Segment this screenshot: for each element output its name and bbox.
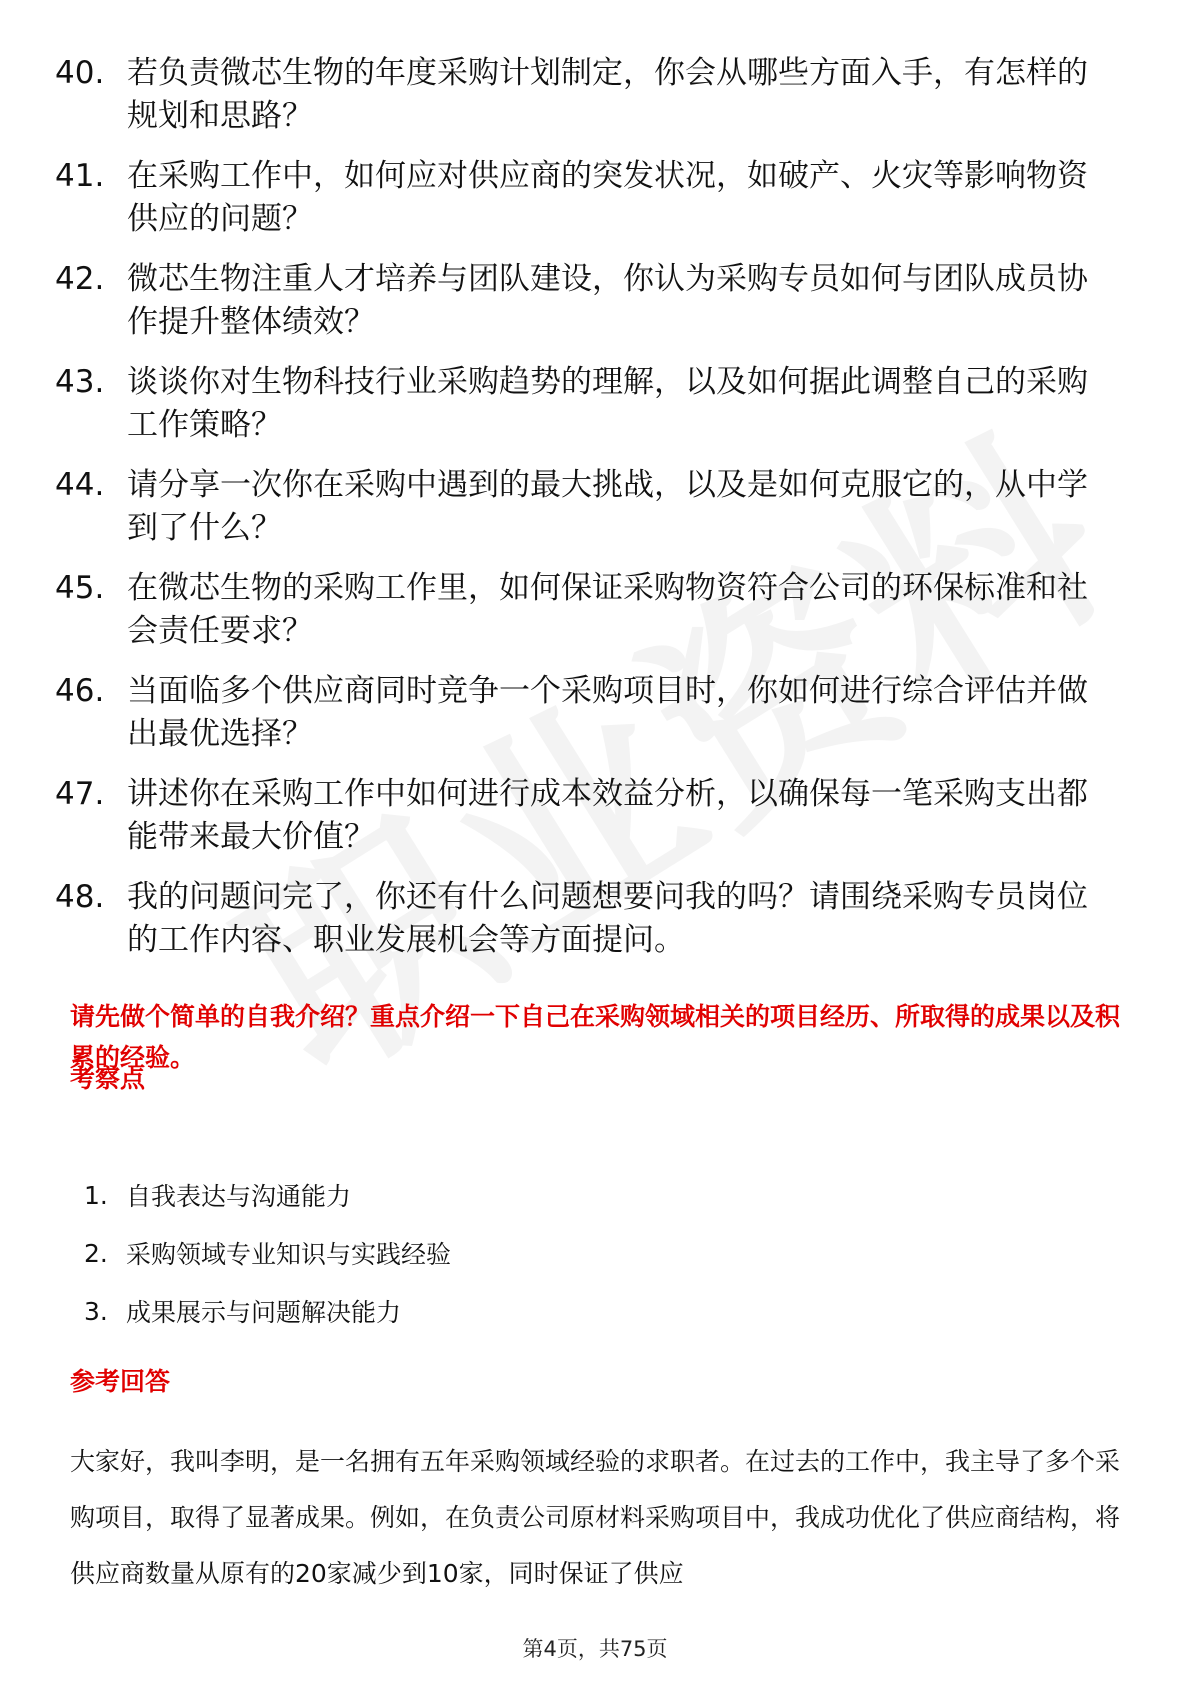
- point-number: 3.: [84, 1296, 108, 1326]
- question-number: 41.: [55, 158, 105, 194]
- question-number: 40.: [55, 55, 105, 91]
- question-number: 47.: [55, 776, 105, 812]
- reference-title: 参考回答: [70, 1367, 171, 1396]
- point-text: 自我表达与沟通能力: [126, 1182, 352, 1211]
- question-number: 46.: [55, 673, 105, 709]
- question-number: 44.: [55, 467, 105, 503]
- question-item: [55, 464, 1115, 550]
- question-item: [55, 52, 1115, 138]
- question-number: 45.: [55, 570, 105, 606]
- list-item: [84, 1224, 1084, 1282]
- question-item: [55, 876, 1115, 962]
- question-item: [55, 670, 1115, 756]
- question-text: 微芯生物注重人才培养与团队建设，你认为采购专员如何与团队成员协作提升整体绩效？: [127, 261, 1088, 340]
- point-number: 2.: [84, 1238, 108, 1268]
- highlight-question: 请先做个简单的自我介绍？重点介绍一下自己在采购领域相关的项目经历、所取得的成果以及积累的经验。: [70, 1002, 1121, 1072]
- question-text: 当面临多个供应商同时竞争一个采购项目时，你如何进行综合评估并做出最优选择？: [127, 673, 1088, 752]
- assessment-title: 考察点: [70, 1064, 146, 1093]
- page-footer: 第4页，共75页: [522, 1637, 668, 1661]
- assessment-points: [84, 1166, 1084, 1340]
- reference-answer: 大家好，我叫李明，是一名拥有五年采购领域经验的求职者。在过去的工作中，我主导了多个采购项目，取得了显著成果。例如，在负责公司原材料采购项目中，我成功优化了供应商结构，将供应商数量从原有的20家减少到10家，同时保证了供应: [70, 1447, 1121, 1588]
- question-text: 若负责微芯生物的年度采购计划制定，你会从哪些方面入手，有怎样的规划和思路？: [127, 55, 1088, 134]
- point-number: 1.: [84, 1180, 108, 1210]
- list-item: [84, 1282, 1084, 1340]
- question-text: 我的问题问完了，你还有什么问题想要问我的吗？请围绕采购专员岗位的工作内容、职业发展机会等方面提问。: [127, 879, 1088, 958]
- point-text: 成果展示与问题解决能力: [126, 1298, 402, 1327]
- question-list: [55, 52, 1115, 979]
- question-item: [55, 258, 1115, 344]
- question-text: 在采购工作中，如何应对供应商的突发状况，如破产、火灾等影响物资供应的问题？: [127, 158, 1088, 237]
- question-text: 在微芯生物的采购工作里，如何保证采购物资符合公司的环保标准和社会责任要求？: [127, 570, 1088, 649]
- question-number: 42.: [55, 261, 105, 297]
- question-text: 请分享一次你在采购中遇到的最大挑战，以及是如何克服它的，从中学到了什么？: [127, 467, 1088, 546]
- question-text: 谈谈你对生物科技行业采购趋势的理解，以及如何据此调整自己的采购工作策略？: [127, 364, 1088, 443]
- question-number: 43.: [55, 364, 105, 400]
- point-text: 采购领域专业知识与实践经验: [126, 1240, 452, 1269]
- question-text: 讲述你在采购工作中如何进行成本效益分析，以确保每一笔采购支出都能带来最大价值？: [127, 776, 1088, 855]
- question-item: [55, 155, 1115, 241]
- question-number: 48.: [55, 879, 105, 915]
- question-item: [55, 361, 1115, 447]
- question-item: [55, 773, 1115, 859]
- question-item: [55, 567, 1115, 653]
- list-item: [84, 1166, 1084, 1224]
